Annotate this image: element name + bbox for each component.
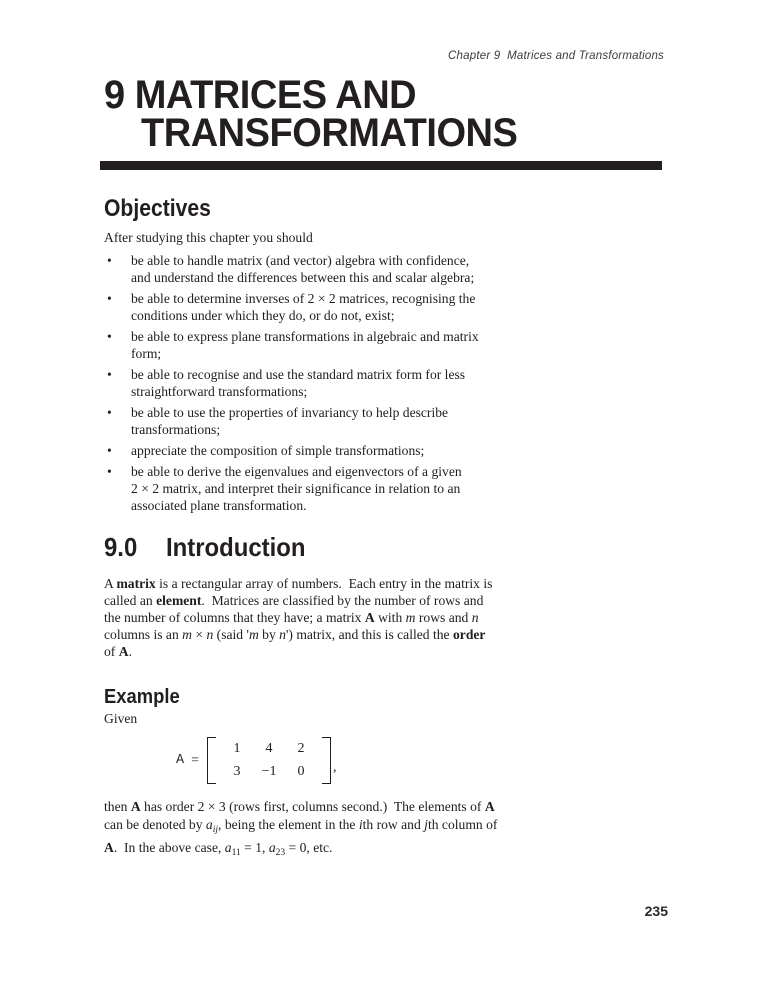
section-title: Introduction [166, 532, 306, 562]
matrix-equation [176, 737, 337, 784]
bullet-icon: • [107, 405, 112, 420]
introduction-paragraph: A matrix is a rectangular array of numbers. Each entry in the matrix is called an element. Matrices are classified by the number of rows and the number of columns that they have; a matrix A with m rows and n columns is an m × n (said 'm by n') matrix, and this is called the order of A. [104, 576, 493, 659]
bullet-icon: • [107, 291, 112, 306]
page-number: 235 [644, 903, 668, 919]
trailing-comma: , [333, 760, 337, 775]
chapter-title [104, 73, 537, 155]
introduction-heading [104, 533, 318, 561]
bullet-icon: • [107, 443, 112, 458]
list-item-text: be able to use the properties of invariancy to help describe transformations; [131, 405, 449, 437]
example-heading [104, 686, 186, 708]
list-item-text: be able to derive the eigenvalues and eigenvectors of a given 2 × 2 matrix, and interpret their significance in relation to an associated plane transformation. [131, 464, 462, 513]
bullet-icon: • [107, 464, 112, 479]
bullet-icon: • [107, 253, 112, 268]
matrix-cell: 0 [297, 764, 305, 779]
list-item-text: be able to determine inverses of 2 × 2 matrices, recognising the conditions under which they do, or do not, exist; [131, 291, 476, 323]
equals-sign: = [191, 752, 200, 768]
list-item-text: be able to express plane transformations in algebraic and matrix form; [131, 329, 479, 361]
left-bracket [207, 737, 216, 784]
list-item [104, 463, 489, 514]
objectives-heading [104, 196, 225, 222]
right-bracket [322, 737, 331, 784]
list-item-text: be able to handle matrix (and vector) algebra with confidence, and understand the differences between this and scalar algebra; [131, 253, 475, 285]
list-item-text: appreciate the composition of simple transformations; [131, 443, 425, 458]
chapter-title-line1: 9 MATRICES AND [104, 73, 417, 117]
matrix-grid [216, 737, 322, 784]
list-item [104, 328, 489, 362]
list-item [104, 252, 489, 286]
matrix-cell: 4 [265, 741, 273, 756]
example-heading-text: Example [104, 686, 180, 708]
matrix-cell: 3 [233, 764, 241, 779]
list-item [104, 404, 489, 438]
title-rule [100, 161, 662, 170]
matrix-cell: 1 [233, 741, 241, 756]
list-item [104, 366, 489, 400]
objectives-intro: After studying this chapter you should [104, 230, 313, 245]
list-item [104, 442, 489, 459]
objectives-heading-text: Objectives [104, 195, 211, 222]
matrix-cell: −1 [261, 764, 277, 779]
given-label: Given [104, 711, 138, 726]
objectives-list [104, 252, 489, 518]
list-item [104, 290, 489, 324]
matrix-cell: 2 [297, 741, 305, 756]
bullet-icon: • [107, 367, 112, 382]
example-paragraph: then A has order 2 × 3 (rows first, columns second.) The elements of A can be denoted by $a_{ij}$, being the element in the ith row and jth column of A. In the above case, $a_{11} = 1$, $a_{23} = 0$, etc. [104, 799, 498, 858]
list-item-text: be able to recognise and use the standard matrix form for less straightforward transformations; [131, 367, 466, 399]
running-header: Chapter 9 Matrices and Transformations [448, 50, 664, 62]
bullet-icon: • [107, 329, 112, 344]
matrix-symbol: A [176, 753, 185, 768]
chapter-title-line2: TRANSFORMATIONS [141, 111, 518, 155]
section-number: 9.0 [104, 532, 138, 562]
